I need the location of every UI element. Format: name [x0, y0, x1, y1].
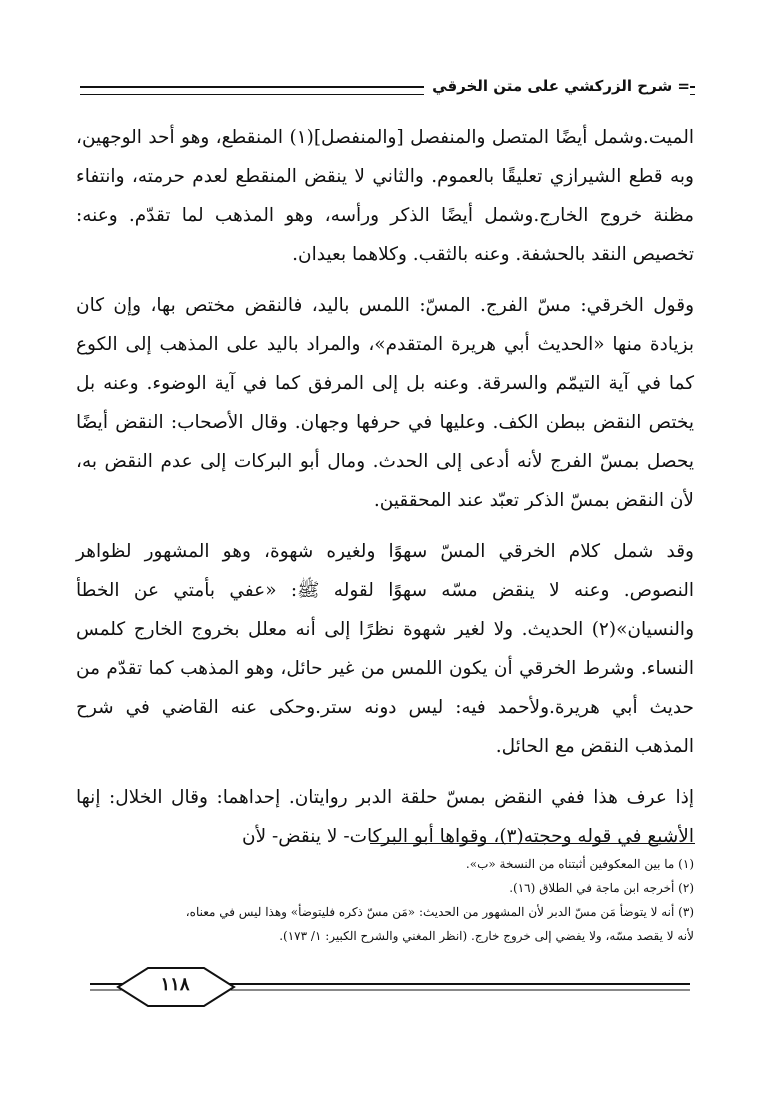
paragraph-4: إذا عرف هذا ففي النقض بمسّ حلقة الدبر روايتان. إحداهما: وقال الخلال: إنها الأشبع في قوله وحجته(٣)، وقواها أبو البركات- لا ينقض- لأن — [76, 787, 694, 847]
page-number: ١١٨ — [160, 974, 190, 995]
paragraph-2: وقول الخرقي: مسّ الفرج. المسّ: اللمس باليد، فالنقض مختص بها، وإن كان بزيادة منها «الحديث أبي هريرة المتقدم»، والمراد باليد على المذهب إلى الكوع كما في آية التيمّم والسرقة. وعنه بل إلى المرفق كما في آية الوضوء. وعنه بل يختص النقض ببطن الكف. وعليها في حرفها وجهان. وقال الأصحاب: النقض أيضًا يحصل بمسّ الفرج لأنه أدعى إلى الحدث. ومال أبو البركات إلى عدم النقض به، لأن النقض بمسّ الذكر تعبّد عند المحققين. — [76, 295, 694, 511]
main-text — [76, 118, 694, 868]
footnote-1: (١) ما بين المعكوفين أثبتناه من النسخة «ب». — [465, 857, 694, 871]
footnote-3-continued: لأنه لا يقصد مسّه، ولا يفضي إلى خروج خارج. (انظر المغني والشرح الكبير: ١/ ١٧٣). — [279, 929, 694, 943]
header-dash-icon: = — [672, 77, 690, 95]
paragraph-3: وقد شمل كلام الخرقي المسّ سهوًا ولغيره شهوة، وهو المشهور لظواهر النصوص. وعنه لا ينقض مسّه سهوًا لقوله ﷺ: «عفي بأمتي عن الخطأ والنسيان»(٢) الحديث. ولا لغير شهوة نظرًا إلى أنه معلل بخروج الخارج كلمس النساء. وشرط الخرقي أن يكون اللمس من غير حائل، وهو المذهب كما تقدّم من حديث أبي هريرة.ولأحمد فيه: ليس دونه ستر.وحكى عنه القاضي في شرح المذهب النقض مع الحائل. — [76, 541, 694, 757]
running-header — [424, 74, 690, 98]
footnotes — [76, 852, 694, 948]
paragraph-1: الميت.وشمل أيضًا المتصل والمنفصل [والمنفصل](١) المنقطع، وهو أحد الوجهين، وبه قطع الشيرازي تعليقًا بالعموم. والثاني لا ينقض المنقطع لعدم حرمته، وانتفاء مظنة خروج الخارج.وشمل أيضًا الذكر ورأسه، وهو المذهب لما تقدّم. وعنه: تخصيص النقد بالحشفة. وعنه بالثقب. وكلاهما بعيدان. — [76, 127, 694, 265]
footnote-separator — [370, 843, 695, 844]
footer-ornament — [0, 960, 764, 1020]
running-header-title: شرح الزركشي على متن الخرقي — [432, 77, 673, 95]
footnote-2: (٢) أخرجه ابن ماجة في الطلاق (١٦). — [509, 881, 694, 895]
footnote-3: (٣) أنه لا يتوضأ مَن مسّ الدبر لأن المشهور من الحديث: «مَن مسّ ذكره فليتوضأ» وهذا ليس في معناه، — [185, 905, 694, 919]
page-footer — [0, 960, 764, 1020]
